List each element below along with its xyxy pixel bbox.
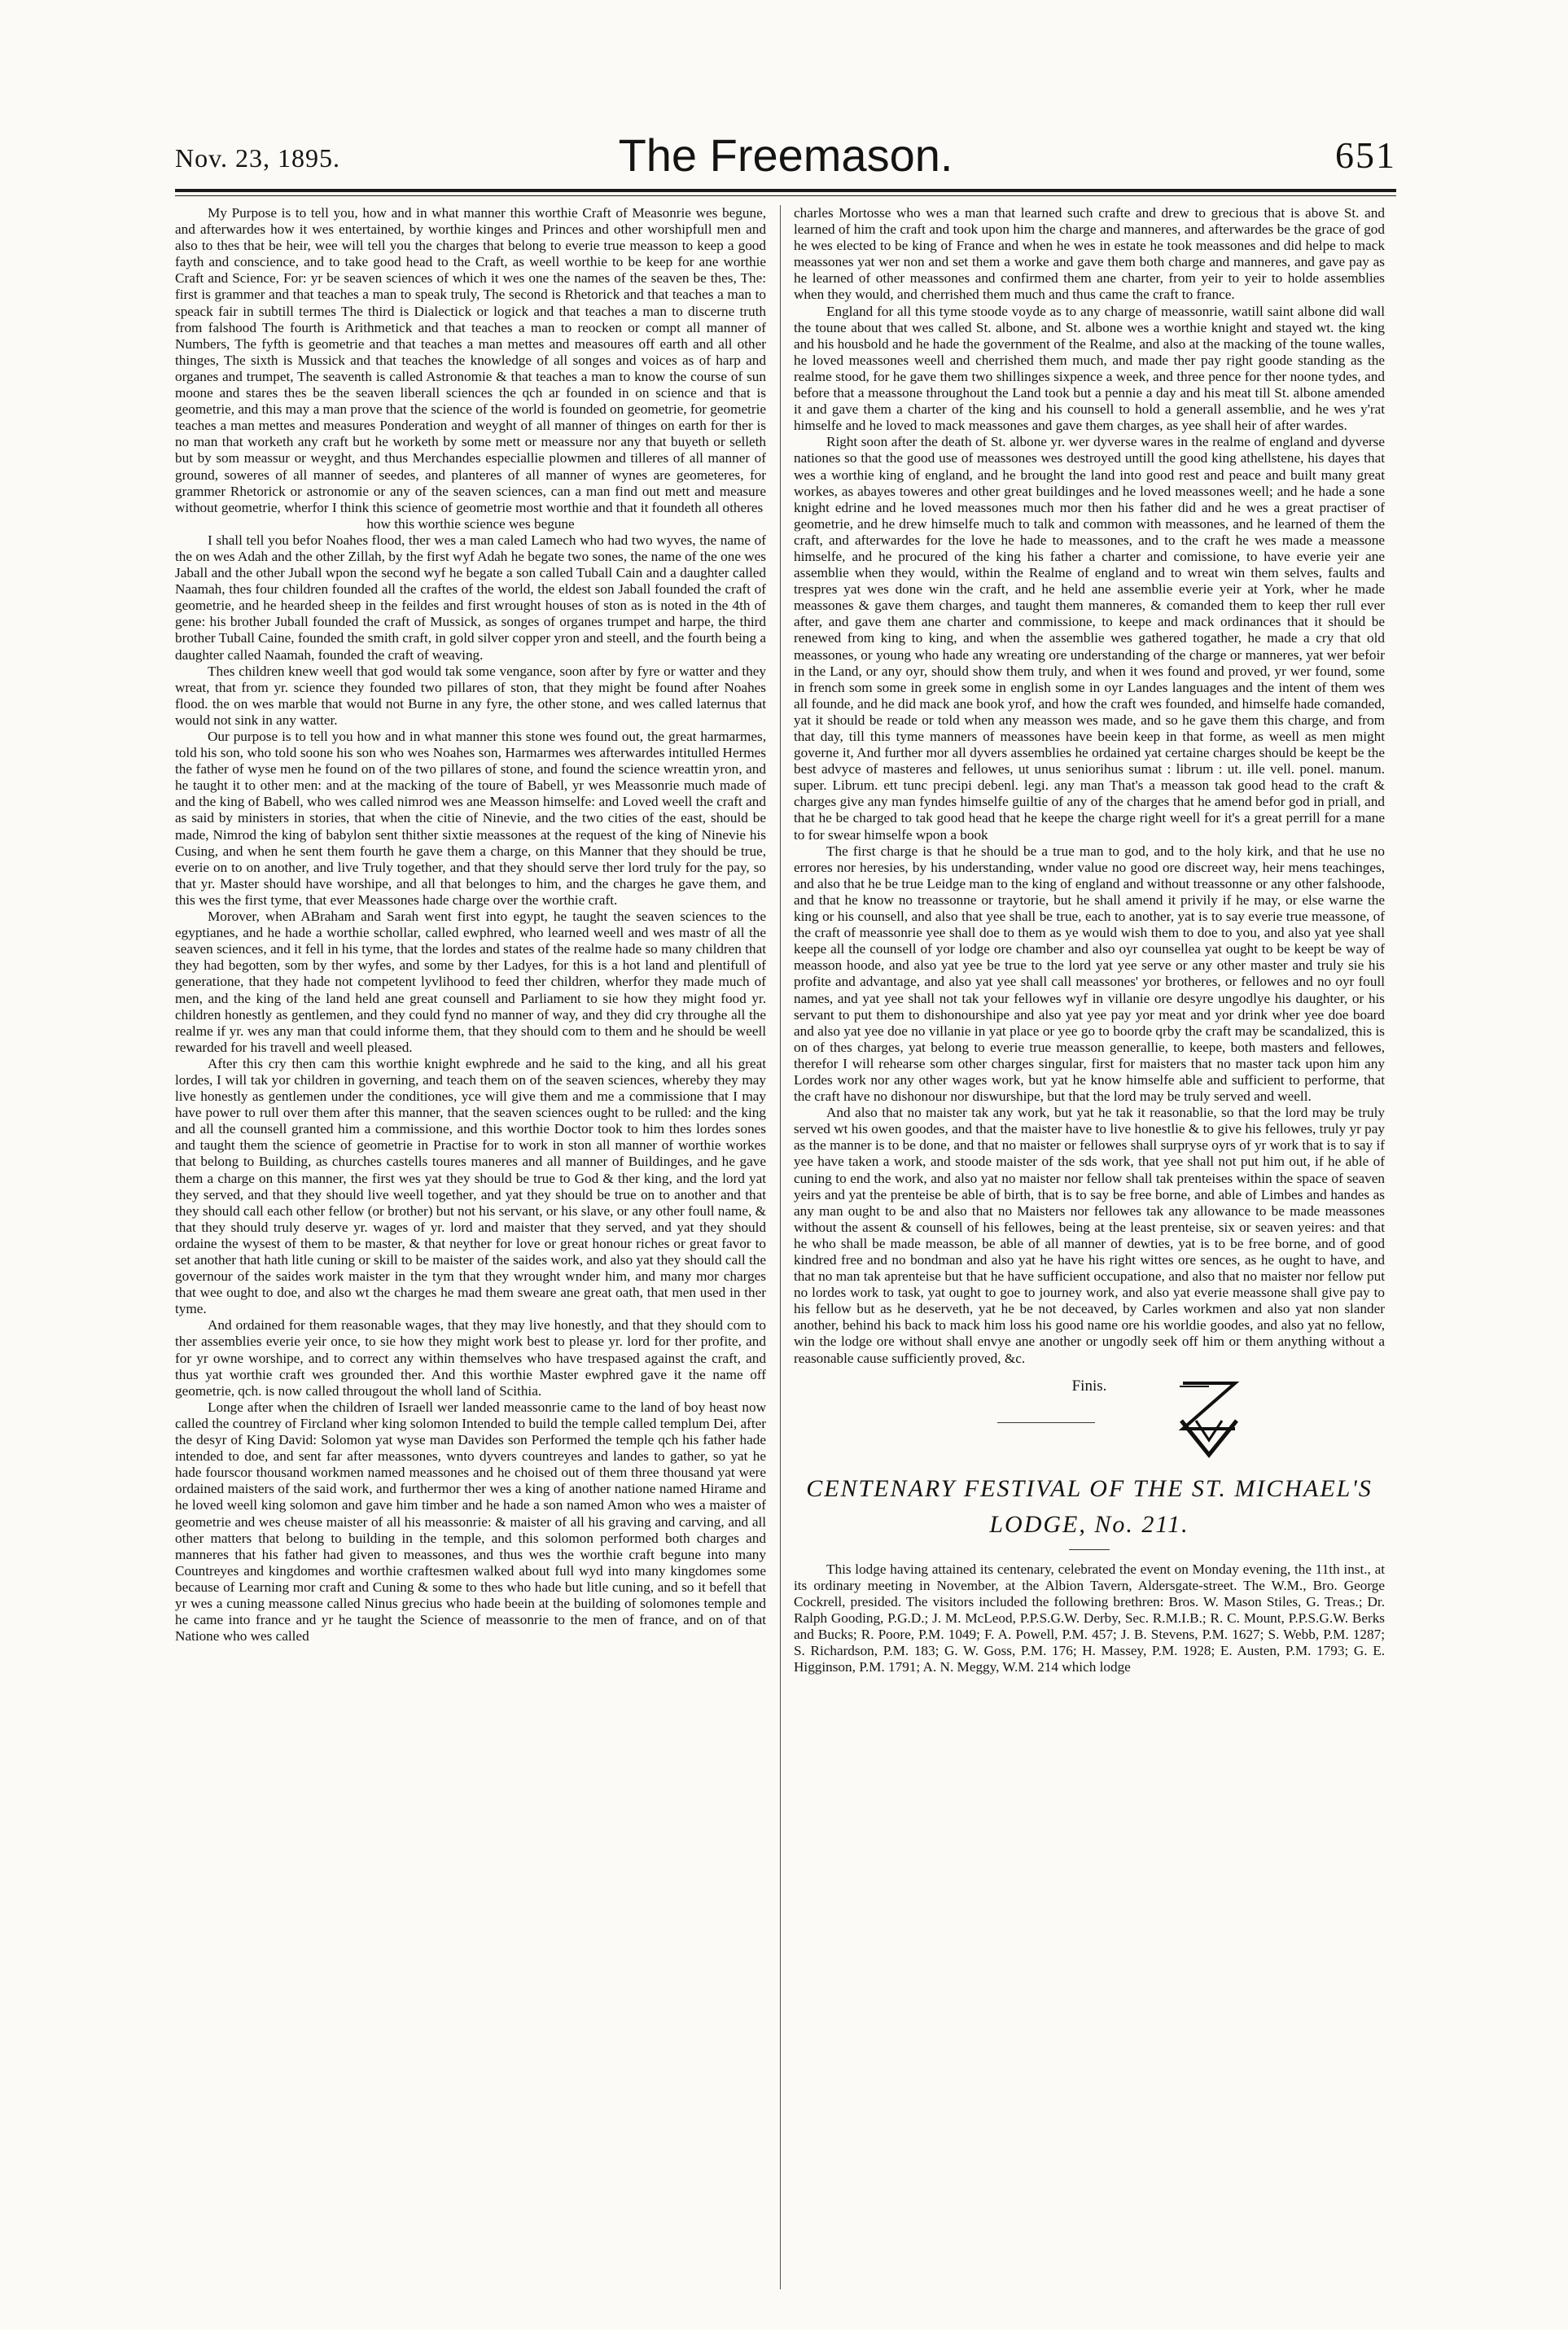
article-paragraph: And ordained for them reasonable wages, that they may live honestly, and that they should com to ther assemblies everie yeir once, to sie how they might work best to please yr. lord for ther profite, and for yr owne worshipe, and to correct any within themselves who have trespased against the craft, and thus yat worthie craft wes grounded ther. And this worthie Master ewphred gave it the name off geometrie, qch. is now called througout the wholl land of Scithia. [175,1317,766,1399]
article-paragraph: My Purpose is to tell you, how and in what manner this worthie Craft of Measonrie wes begune, and afterwardes how it wes entertained, by worthie kinges and Princes and other worshipfull men and also to thes that be heir, wee will tell you the charges that belong to everie true measson to keep a good fayth and conscience, and to take good head to the Craft, as weell worthie to be keep for ane worthie Craft and Science, For: yr be seaven sciences of which it wes one the names of the seaven be thes, The: first is grammer and that teaches a man to speak truly, The second is Rhetorick and that teaches a man to speack fair in subtill termes The third is Dialectick or logick and that teaches a man to discerne truth from falshood The fourth is Arithmetick and that teaches a man to reocken or compt all manner of Numbers, The fyfth is geometrie and that teaches a man mettes and measoures off earth and all other thinges, The sixth is Mussick and that teaches the knowledge of all songes and voices as of harp and organes and trumpet, The seaventh is called Astronomie & that teaches a man to know the course of sun moone and stares thes be the seaven liberall sciences the qch ar founded in on science and that is geometrie, and this may a man prove that the science of the world is founded on geometrie, for geometrie teaches a man mettes and measures Ponderation and weyght of all manner of thinges on earth for ther is no man that worketh any craft but he worketh by some mett or meassure nor any that buyeth or selleth but by som meassur or weyght, and thus Merchandes especiallie plowmen and tilleres of all manner of ground, soweres of all manner of seedes, and planteres of all manner of wynes are geometeres, for grammer Rhetorick or astronomie or any of the seaven sciences, can a man find out mett and measure without geometrie, wherfor I think this science of geometrie most worthie and that it foundeth all otheres [175,205,766,515]
article-subheading: how this worthie science wes begune [366,515,575,532]
lodge-report-paragraph: This lodge having attained its centenary, celebrated the event on Monday evening, the 11th inst., at its ordinary meeting in November, at the Albion Tavern, Aldersgate-street. The W.M., Bro. George Cockrell, presided. The visitors included the following brethren: Bros. W. Mason Stiles, G. Treas.; Dr. Ralph Gooding, P.G.D.; J. M. McLeod, P.P.S.G.W. Derby, Sec. R.M.I.B.; R. C. Mount, P.P.S.G.W. Berks and Bucks; R. Poore, P.M. 1049; F. A. Powell, P.M. 457; J. B. Stevens, P.M. 1627; S. Webb, P.M. 1287; S. Richardson, P.M. 183; G. W. Goss, P.M. 176; H. Massey, P.M. 1928; E. Austen, P.M. 1793; G. E. Higginson, P.M. 1791; A. N. Meggy, W.M. 214 which lodge [794,1561,1385,1675]
masonic-emblem-icon [1176,1380,1242,1458]
left-column [175,205,766,2306]
finis-text: Finis. [1071,1377,1107,1395]
article-paragraph: After this cry then cam this worthie knight ewphrede and he said to the king, and all his great lordes, I will tak yor children in governing, and teach them on of the seaven sciences, whereby they may live honestly as gentlemen under the conditiones, yce will give them and me a commissione that I may have power to rull over them after this manner, that the seaven sciences ought to be rulled: and the king and all the counsell granted him a commissione, and this worthie Doctor took to him thes lordes sones and taught them the science of geometrie in Practise for to work in ston all manner of worthie workes that belong to Building, as churches castells toures maneres and all manner of Buildinges, and he gave them a charge on this manner, the first wes yat they should be true to God & ther king, and the lord yat they served, and that they should live weell together, and yat they should be true on to another and that they should call each other fellow (or brother) but not his servant, or his slave, or any other foull name, & that they should truly deserve yr. wages of yr. lord and maister that they served, and yat they should ordaine the wysest of them to be master, & that neyther for love or great honour riches or great favor to set another that hath litle cuning or skill to be maister of the saides work, and also yat they should call the governour of the saides work maister in the tym that they wrought wnder him, and many mor charges that wee ought to doe, and also wt the charges he mad them sweare ane great oath, that men used in ther tyme. [175,1055,766,1317]
article-paragraph: Right soon after the death of St. albone yr. wer dyverse wares in the realme of england and dyverse nationes so that the good use of meassones wes destroyed untill the good king athellstene, his dayes that wes a worthie king of england, and he brought the land into good rest and peace and built many great workes, as abayes toweres and other great buildinges and he loved meassones weell; and he hade a sone knight edrine and he loved meassones much mor then his father did and he wes a great practiser of geometrie, and he drew himselfe much to talk and common with meassones, and he learned of them the craft, and afterwardes for the love he hade to meassones, and to the craft he wes made a meassone himselfe, and he procured of the king his father a charter and comissione, to have everie yeir ane assemblie when they would, within the Realme of england and to wreat win them selves, faults and trespres yat wes done win the craft, and he held ane assemblie everie yeir at York, wher he made meassones & gave them charges, and taught them manneres, & comanded them to keep ther rull ever after, and gave them ane charter and commissione, to keepe and mack ordinances that it should be renewed from king to king, and when the assemblie wes gathered togather, he made a cry that old meassones, or young who hade any wreating ore understanding of the charge or manneres, yat wer befoir in the Land, or any oyr, should show them truly, and when it wes found and proved, yr wer found, some in french som some in greek some in english some in oyr Landes languages and the intent of them wes all founde, and he did mack ane book yrof, and how the craft wes founded, and himselfe hade comanded, yat it should be reade or told when any measson wes made, and so he gave them this charge, and from that day, till this tyme manners of meassones have beein keep in that forme, as weell as men might governe it, And further mor all dyvers assemblies he ordained yat certaine charges should be keept be the best advyce of masteres and fellowes, ut unus seniorihus sumat : librum : ut. ille vell. ponel. manum. super. Librum. ett tunc precipi debenl. legi. any man That's a measson tak good head to the craft & charges give any man fyndes himselfe guiltie of any of the charges that he amend befor god in priall, and that he be charged to tak good head that he keepe the charge right weell for it's a great perrill for a mane to for swear himselfe wpon a book [794,434,1385,843]
article-paragraph: And also that no maister tak any work, but yat he tak it reasonablie, so that the lord may be truly served wt his owen goodes, and that the maister have to live honestlie & to give his fellowes, truly yr pay as the manner is to be done, and that no maister or fellowes shall surpryse oyrs of yr work that is to say if yee have taken a work, and stoode maister of the sds work, that yee shall not put him out, if he able of cuning to end the work, and also yat no maister nor fellow shall tak prenteises within the space of seaven yeirs and yat the prenteise be able of birth, that is to say be free borne, and able of Limbes and handes as any man ought to be and also that no Maisters nor fellowes tak any allowance to be made meassones without the assent & counsell of his fellowes, being at the least prenteise, six or seaven yeires: and that he who shall be made measson, be able of all manner of dewties, yat is to be free borne, and of good kindred free and no bondman and also yat he have his right wittes ore sences, as he ought to have, and that no man tak aprenteise but that he have sufficient occupatione, and also that no maister nor fellow put no lordes work to task, yat ought to goe to journey work, and also yat everie meassone shall give pay to his fellow but as he deserveth, yat he be not deceaved, by Carles workmen and also yat non slander another, behind his back to mack him loss his good name ore his worldie goodes, and also yat no fellow, win the lodge ore without shall envye ane another or ungodly seek off him or them anything without a reasonable cause sufficiently proved, &c. [794,1105,1385,1366]
newspaper-title: The Freemason. [618,129,953,181]
issue-date: Nov. 23, 1895. [175,143,341,173]
masthead-rule-thick [175,189,1396,192]
article-paragraph: I shall tell you befor Noahes flood, ther wes a man caled Lamech who had two wyves, the name of the on wes Adah and the other Zillah, by the first wyf Adah he begate two sones, the name of the one wes Jaball and the other Juball wpon the second wyf he begate a son called Tuball Cain and a daughter called Naamah, thes four children founded all the craftes of the world, the eldest son Jaball founded the craft of geometrie, and he hearded sheep in the feildes and first wrought houses of ston as is noted in the 4th of gene: his brother Juball founded the craft of Mussick, as songes of organes trumpet and harpe, the third brother Tuball Caine, founded the smith craft, in gold silver copper yron and steell, and the fourth being a daughter called Naamah, founded the craft of weaving. [175,532,766,663]
finis-rule [997,1422,1095,1423]
masthead-rule-thin [175,195,1396,196]
article-paragraph: Thes children knew weell that god would tak some vengance, soon after by fyre or watter and they wreat, that from yr. science they founded two pillares of ston, that they might be found after Noahes flood. the on wes marble that would not Burne in any fyre, the other stone, and wes called laternus that would not sink in any watter. [175,663,766,728]
finis-block [794,1372,1385,1469]
article-paragraph: The first charge is that he should be a true man to god, and to the holy kirk, and that he use no errores nor heresies, by his understanding, wnder value no good ore discreet way, heir mens teachinges, and also that he be true Leidge man to the king of england and without treassonne or any other falshoode, and that he know no treassonne or traytorie, but he shall amend it privily if he may, or else warne the king or his counsell, and also that yee shall be true, each to another, yat is to say everie true meassone, of the craft of meassonrie yee shall doe to them as ye would wish them to doe to you, and also yat yee shall keepe all the counsell of yor lodge ore chamber and also oyr counsellea yat ought to be keept be way of measson hoode, and also yat yee be true to the lord yat yee serve or any other master and truly sie his profite and advantage, and also yat yee shall call meassones' yor brotheres, or fellowes and no oyr foull names, and yat yee shall not tak your fellowes wyf in villanie ore desyre ungodlye his daughter, or his servant to put them to dishonourshipe and also yat yee pay yor meat and yor drink wher yee doe board and also yat yee doe no villanie in yat place or yee go to boorde qrby the craft may be scandalized, this is on of thes charges, yat belong to everie true measson generallie, to keepe, both masters and fellowes, therefor I will rehearse som other charges singular, first for maisters that no master tack upon him any Lordes work nor any other wages work, but yat he know himselfe able and sufficient to performe, that the craft have no dishonour nor diswurshipe, but that the lord may be truly served and weell. [794,843,1385,1105]
article-paragraph: Morover, when ABraham and Sarah went first into egypt, he taught the seaven sciences to the egyptianes, and he hade a worthie schollar, called ewphred, who learned weell and wes mastr of all the seaven sciences, and it fell in his tyme, that the lordes and states of the realme hade so many children that they had begotten, som by ther wyfes, and some by ther Ladyes, for this is a hot land and plentifull of generatione, that they hade not competent lyvlihood to feed ther children, wherfor they made much of men, and the king of the land held ane great counsell and Parliament to sie how they might food yr. children honestly as gentlemen, and they could fynd no manner of way, and they did cry throughe all the realme if yr. wes any man that could informe them, that they should com to them and he should be weell rewarded for his travell and weell pleased. [175,909,766,1055]
page-number: 651 [1335,134,1396,176]
article-paragraph: Longe after when the children of Israell wer landed meassonrie came to the land of boy heast now called the countrey of Fircland wher king solomon Intended to build the temple called templum Dei, after the desyr of King David: Solomon yat wyse man Davides son Performed the temple qch his father hade intended to doe, and sent far after meassones, wnto dyvers countreyes and landes to gather, so yat he hade fourscor thousand workmen named meassones and he choised out of them three thousand yat were ordained maisters of the said work, and furthermor ther wes a king of another natione named Hirame and he loved weell king solomon and gave him timber and he hade a son named Amon who wes a maister of geometrie and wes cheuse maister of all his meassonrie: & maister of all his graving and carving, and all other matters that belong to building in the temple, and this solomon performed both charges and manneres that his father had given to meassones, and thus wes the worthie craft begune into many Countreyes and kingdomes and worthie craftesmen walked about full wyd into many kingdomes some because of Learning mor craft and Cuning & some to thes who hade but litle cuning, and so it befell that yr wes a cuning meassone called Ninus grecius who hade beein at the building of solomones temple and he came into france and yr he taught the Science of meassonrie to the men of france, and on of that Natione who wes called [175,1399,766,1645]
right-column [794,205,1385,2306]
column-divider [780,205,781,2289]
article-paragraph: England for all this tyme stoode voyde as to any charge of meassonrie, watill saint albone did wall the toune about that wes called St. albone, and St. albone wes a worthie knight and stayed wt. the king and his housbold and he hade the government of the Realme, and also at the macking of the toune walles, he loved meassones weell and cherrished them much, and made ther pay right goode standing as the realme stood, for he gave them two shillinges sixpence a week, and three pence for ther noone tydes, and before that a meassone throughout the Land took but a pennie a day and his meat till St. albone amended it and gave them a charter of the king and his counsell to hold a generall assemblie, and he wes y'rat himselfe and he loved to mack meassones and gave them charges, as yee shall heir of after wardes. [794,303,1385,434]
section-heading-line1: CENTENARY FESTIVAL OF THE ST. MICHAEL'S [806,1474,1373,1502]
article-paragraph: charles Mortosse who wes a man that learned such crafte and drew to grecious that is above St. and learned of him the craft and took upon him the charge and manneres, and afterwardes be the grace of god he wes elected to be king of France and when he wes in estate he took meassones and did helpe to mack meassones yat wer non and set them a worke and gave them both charge and manneres, and gave pay as he learned of other meassones and confirmed them ane charter, from yeir to yeir to holde assemblies when they would, and cherrished them much and thus came the craft to france. [794,205,1385,303]
masthead [175,129,1396,187]
article-paragraph: Our purpose is to tell you how and in what manner this stone wes found out, the great harmarmes, told his son, who told soone his son who wes Noahes son, Harmarmes wes afterwardes intitulled Hermes the father of wyse men he found on of the two pillares of stone, and found the science wreattin yron, and he taught it to other men: and at the macking of the toure of Babell, yr wes Meassonrie much made of and the king of Babell, who wes called nimrod wes ane Measson himselfe: and Loved weell the craft and as said by ministers in stories, that when the citie of Ninevie, and the two cities of the east, should be made, Nimrod the king of babylon sent thither sixtie meassones at the request of the king of Ninevie his Cusing, and when he sent them fourth he gave them a charge, on this Manner that they should be true, everie on to on another, and live Truly together, and that they should serve ther lord truly for the pay, so that yr. Master should have worshipe, and all that belonges to him, and the charges he gave them, and this wes the first tyme, that ever Meassones hade charge over the worthie craft. [175,729,766,908]
section-heading-line2: LODGE, No. 211. [989,1510,1189,1538]
heading-rule [1069,1549,1110,1550]
